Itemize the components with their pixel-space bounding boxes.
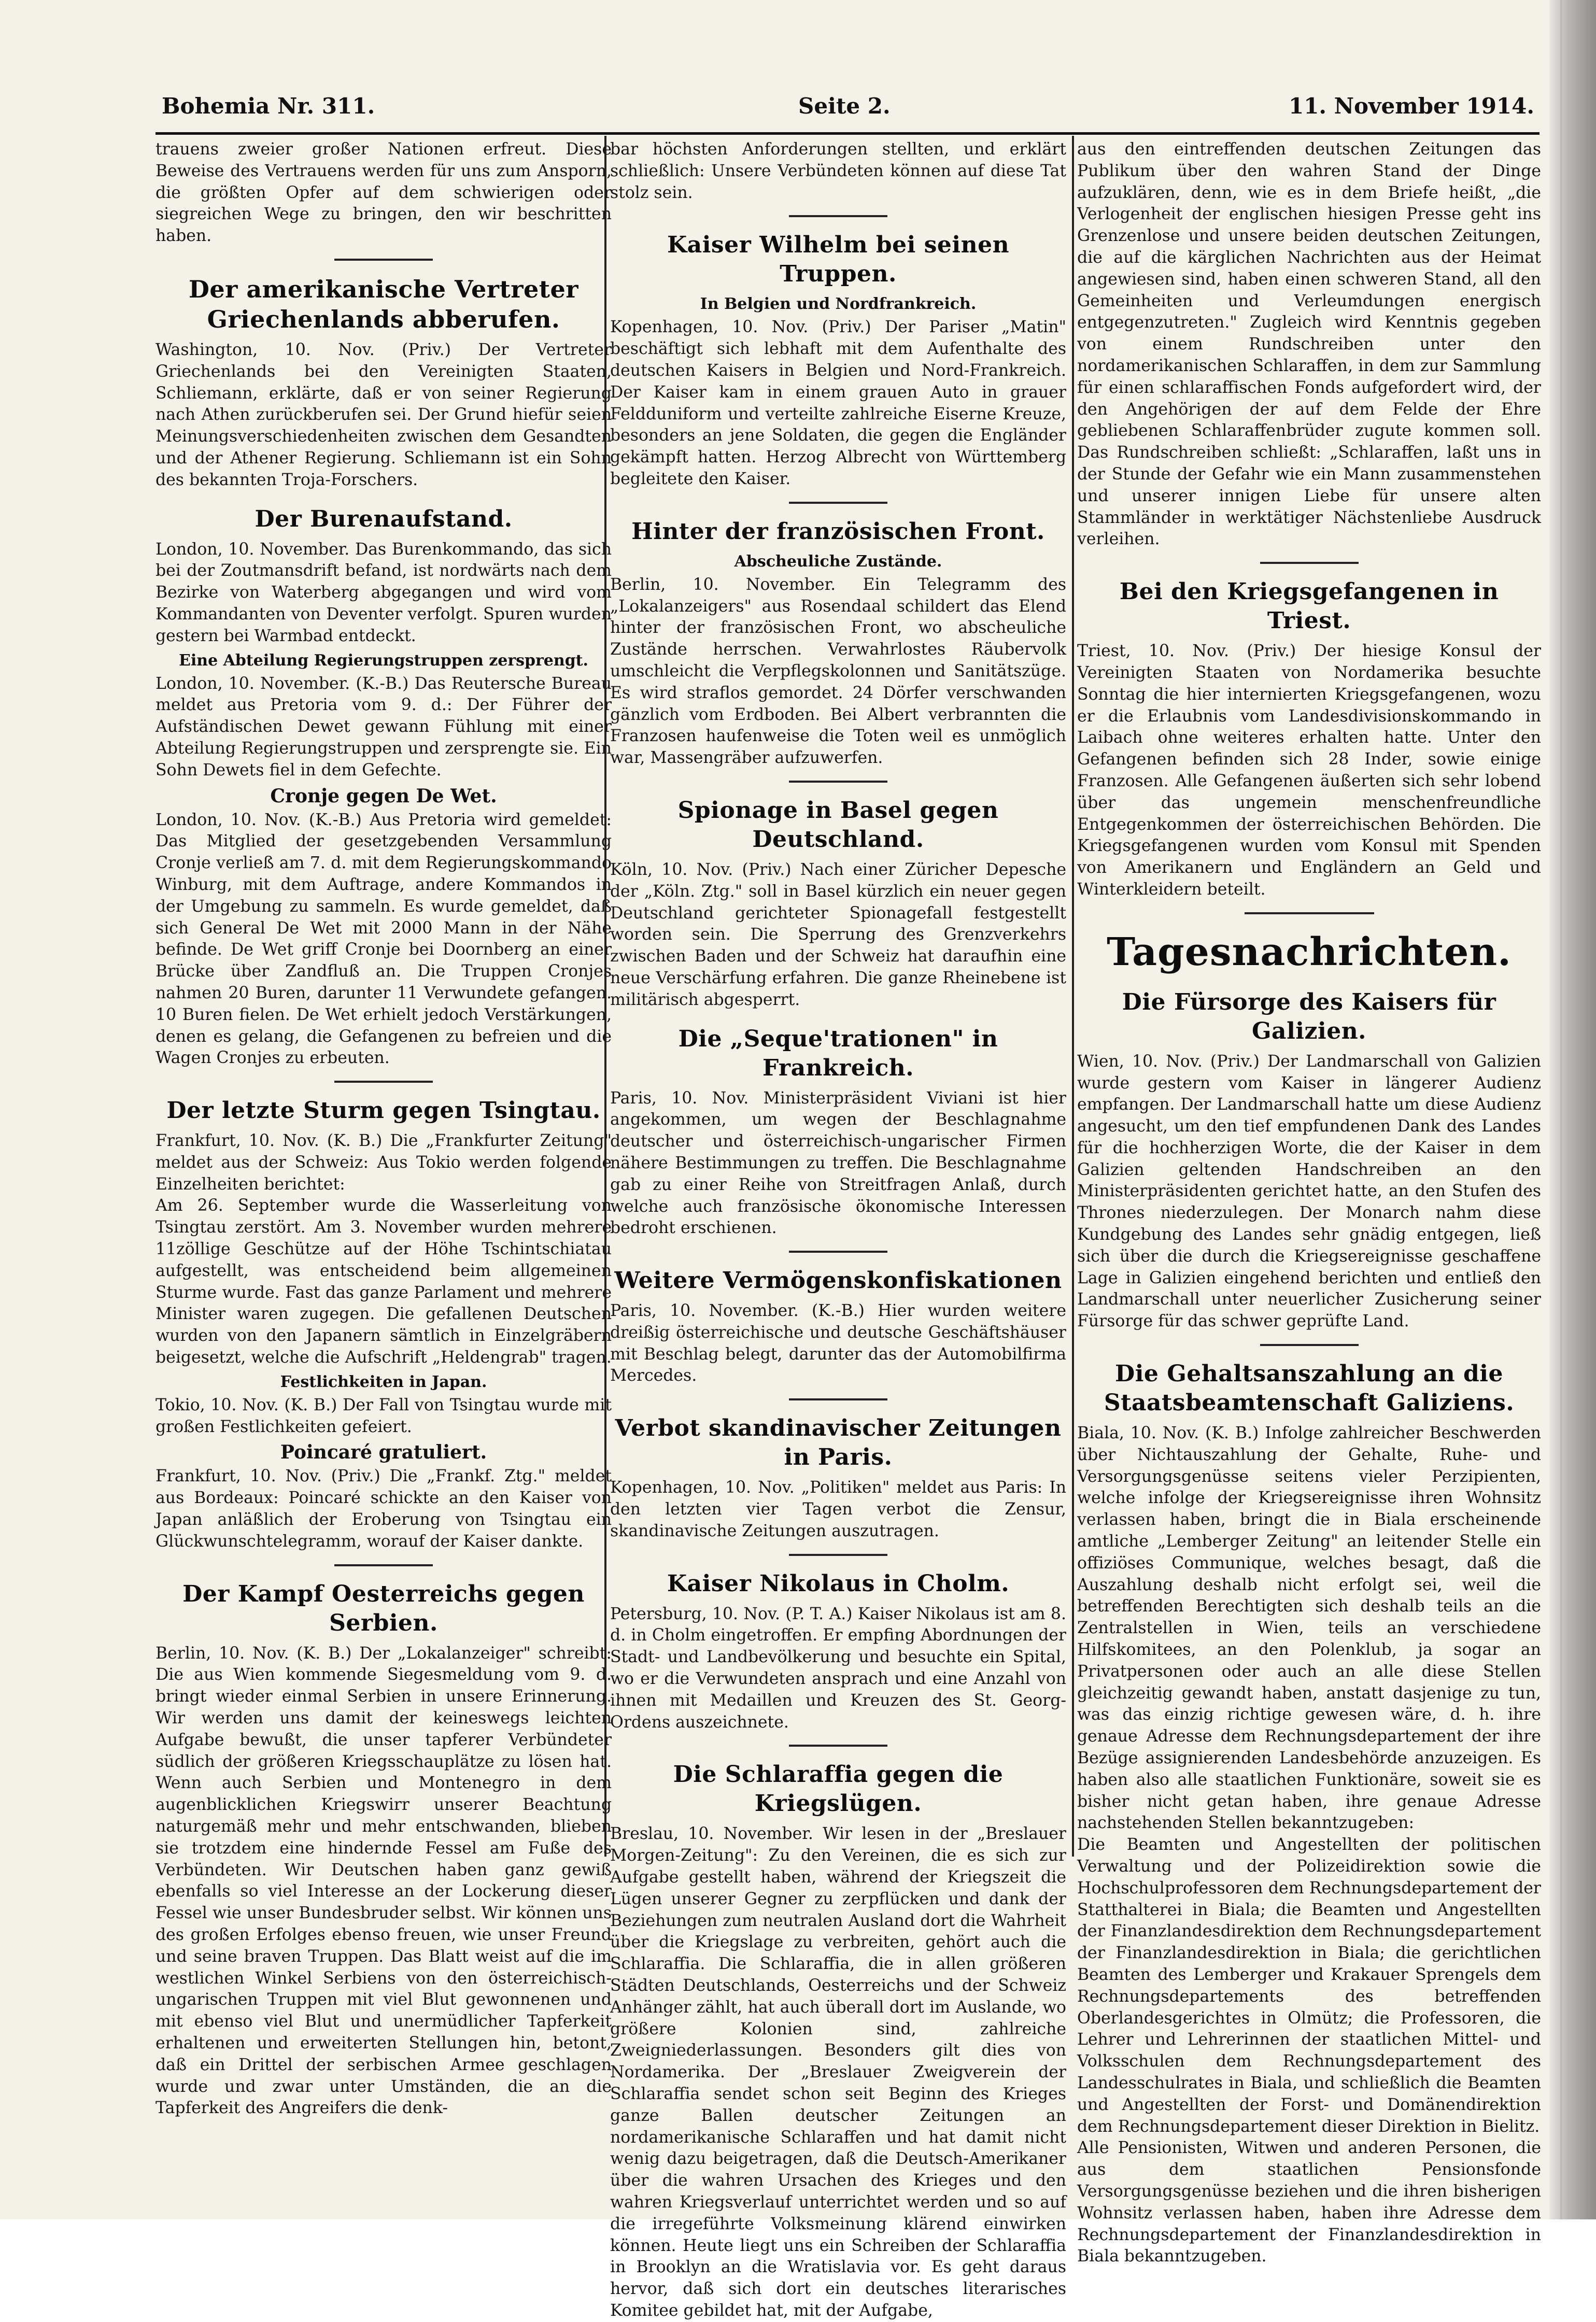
- article-text: Petersburg, 10. Nov. (P. T. A.) Kaiser Nikolaus ist am 8. d. in Cholm eingetroffen. Er empfing Abordnungen der Stadt- und Landbevölkerung und besuchte ein Spital, wo er die Verwundeten ansprach und eine Anzahl von ihnen mit Medaillen und Kreuzen des St. Georg-Ordens auszeichnete.: [610, 1604, 1066, 1732]
- divider: [789, 781, 887, 783]
- continued-text: aus den eintreffenden deutschen Zeitungen das Publikum über den wahren Stand der Dinge aufzuklären, denn, wie es in dem Briefe heißt, „die Verlogenheit der englischen hiesigen Presse geht ins Grenzenlose und unsere beiden deutschen Zeitungen, die auf die kärglichen Nachrichten aus der Heimat angewiesen sind, haben einen schweren Stand, all den Gemeinheiten und Verleumdungen energisch entgegenzutreten." Zugleich wird Kenntnis gegeben von einem Rundschreiben unter den nordamerikanischen Schlaraffen, in dem zur Sammlung für einen schlaraffischen Fonds aufgefordert wird, der den Angehörigen der auf dem Felde der Ehre gebliebenen Schlaraffenbrüder zugute kommen soll. Das Rundschreiben schließt: „Schlaraffen, laßt uns in der Stunde der Gefahr wie ein Mann zusammenstehen und unserer innigen Liebe für unsere alten Stammländer in werktätiger Nächstenliebe Ausdruck verleihen.: [1077, 140, 1541, 549]
- headline: Die „Seque'trationen" in Frankreich.: [678, 1025, 998, 1081]
- headline: Die Gehaltsanszahlung an die Staatsbeamtenschaft Galiziens.: [1104, 1361, 1515, 1417]
- article-text: Die Beamten und Angestellten der politischen Verwaltung und der Polizeidirektion sowie die Hochschulprofessoren dem Rechnungsdepartement der Statthalterei in Biala; die Beamten und Angestellten der Finanzlandesdirektion dem Rechnungsdepartement der Finanzlandesdirektion in Biala; die gerichtlichen Beamten des Lemberger und Krakauer Sprengels dem Rechnungsdepartements des betreffenden Oberlandesgerichtes in Olmütz; die Professoren, die Lehrer und Lehrerinnen der staatlichen Mittel- und Volksschulen dem Rechnungsdepartement des Landesschulrates in Biala, und schließlich die Beamten und Angestellten der Forst- und Domänendirektion dem Rechnungsdepartement dieser Direktion in Bielitz.: [1077, 1835, 1541, 2136]
- headline: Hinter der französischen Front.: [631, 518, 1045, 545]
- article-text: Kopenhagen, 10. Nov. „Politiken" meldet aus Paris: In den letzten vier Tagen verbot die Zensur, skandinavische Zeitungen auszutragen.: [610, 1478, 1066, 1540]
- divider: [789, 1251, 887, 1253]
- subheadline: Festlichkeiten in Japan.: [280, 1372, 487, 1391]
- column-2: [610, 139, 1066, 2322]
- headline: Der Kampf Oesterreichs gegen Serbien.: [182, 1580, 585, 1636]
- article-text: Köln, 10. Nov. (Priv.) Nach einer Züricher Depesche der „Köln. Ztg." soll in Basel kürzlich ein neuer gegen Deutschland gerichteter Spionagefall festgestellt worden sein. Die Sperrung des Grenzverkehrs zwischen Baden und der Schweiz hat daraufhin eine neue Verschärfung erfahren. Die ganze Rheinebene ist militärisch abgesperrt.: [610, 860, 1066, 1009]
- subheadline: Cronje gegen De Wet.: [270, 785, 497, 807]
- running-head: [156, 93, 1539, 130]
- headline: Die Fürsorge des Kaisers für Galizien.: [1122, 988, 1496, 1044]
- article-text: London, 10. November. Das Burenkommando, das sich bei der Zoutmansdrift befand, ist nordwärts nach dem Bezirke von Waterberg abgegangen und wird vom Kommandanten von Deventer verfolgt. Spuren wurden gestern bei Warmbad entdeckt.: [156, 540, 612, 645]
- issue-date: 11. November 1914.: [1288, 93, 1534, 119]
- article-text: Paris, 10. Nov. Ministerpräsident Viviani ist hier angekommen, um wegen der Beschlagnahme deutscher und österreichisch-ungarischer Firmen nähere Bestimmungen zu treffen. Die Beschlagnahme gab zu einer Reihe von Streitfragen Anlaß, durch welche auch französische ökonomische Interessen bedroht erschienen.: [610, 1088, 1066, 1238]
- divider: [334, 1081, 433, 1083]
- page-edge: [1560, 0, 1562, 2219]
- article-text: Alle Pensionisten, Witwen und anderen Personen, die aus dem staatlichen Pensionsfonde Versorgungsgenüsse beziehen und die ihren bisherigen Wohnsitz verlassen haben, haben ihre Adresse dem Rechnungsdepartement der Finanzlandesdirektion in Biala bekanntzugeben.: [1077, 2139, 1541, 2266]
- divider: [789, 1398, 887, 1400]
- subheadline: In Belgien und Nordfrankreich.: [700, 295, 977, 314]
- divider: [789, 1745, 887, 1747]
- page-number: Seite 2.: [798, 93, 891, 119]
- article-text: London, 10. Nov. (K.-B.) Aus Pretoria wird gemeldet: Das Mitglied der gesetzgebenden Versammlung Cronje verließ am 7. d. mit dem Regierungskommando Winburg, mit dem Auftrage, andere Kommandos in der Umgebung zu sammeln. Es wurde gemeldet, daß sich General De Wet mit 2000 Mann in der Nähe befinde. De Wet griff Cronje bei Doornberg an einer Brücke über Zandfluß an. Die Truppen Cronjes nahmen 20 Buren, darunter 11 Verwundete gefangen. 10 Buren fielen. De Wet erhielt jedoch Verstärkungen, denen es gelang, die Gefangenen zu befreien und die Wagen Cronjes zu erbeuten.: [156, 810, 612, 1068]
- divider: [789, 215, 887, 217]
- article-text: Frankfurt, 10. Nov. (K. B.) Die „Frankfurter Zeitung" meldet aus der Schweiz: Aus Tokio werden folgende Einzelheiten berichtet:: [156, 1131, 612, 1194]
- section-title: Tagesnachrichten.: [1107, 929, 1512, 974]
- page-binding-shadow: [1549, 0, 1596, 2219]
- divider: [334, 259, 433, 261]
- divider: [334, 1564, 433, 1566]
- article-text: Triest, 10. Nov. (Priv.) Der hiesige Konsul der Vereinigten Staaten von Nordamerika besuchte Sonntag die hier internierten Kriegsgefangenen, wozu er die Erlaubnis vom Landesdivisionskommando in Laibach ohne weiteres erhalten hatte. Unter den Gefangenen befinden sich 28 Inder, sowie einige Franzosen. Alle Gefangenen äußerten sich sehr lobend über das ungemein menschenfreundliche Entgegenkommen der österreichischen Behörden. Die Kriegsgefangenen wurden vom Konsul mit Spenden von Amerikanern und Engländern an Geld und Winterkleidern beteilt.: [1077, 642, 1541, 899]
- headline: Der letzte Sturm gegen Tsingtau.: [166, 1097, 601, 1124]
- divider: [1245, 912, 1374, 914]
- subheadline: Poincaré gratuliert.: [280, 1441, 487, 1464]
- divider: [789, 502, 887, 504]
- article-text: Berlin, 10. Nov. (K. B.) Der „Lokalanzeiger" schreibt: Die aus Wien kommende Siegesmeldung vom 9. d. bringt wieder einmal Serbien in unsere Erinnerung. Wir werden uns damit der keineswegs leichten Aufgabe bewußt, die unser tapferer Verbündeter südlich der größeren Kriegsschauplätze zu lösen hat. Wenn auch Serbien und Montenegro in dem augenblicklichen Kriegswirr unserer Beachtung naturgemäß mehr und mehr entschwanden, blieben sie trotzdem eine hindernde Fessel am Fuße des Verbündeten. Wir Deutschen haben ganz gewiß ebenfalls so viel Interesse an der Lockerung dieser Fessel wie unser Bundesbruder selbst. Wir können uns des großen Erfolges ebenso freuen, wie unser Freund und seine braven Truppen. Das Blatt weist auf die im westlichen Winkel Serbiens von den österreichisch-ungarischen Truppen mit viel Blut gewonnenen und mit ebenso viel Blut und unermüdlicher Tapferkeit erhaltenen und erweiterten Stellungen hin, betont, daß ein Drittel der serbischen Armee geschlagen wurde und zwar unter Umständen, die an die Tapferkeit des Angreifers die denk-: [156, 1644, 612, 2118]
- divider: [1260, 1344, 1359, 1346]
- article-text: Am 26. September wurde die Wasserleitung von Tsingtau zerstört. Am 3. November wurden mehrere 11zöllige Geschütze auf der Höhe Tschintschiatau aufgestellt, was entscheidend beim allgemeinen Sturme wurde. Fast das ganze Parlament und mehrere Minister waren zugegen. Die gefallenen Deutschen wurden von den Japanern sämtlich in Einzelgräbern beigesetzt, welche die Aufschrift „Heldengrab" tragen.: [156, 1196, 612, 1367]
- article-text: Breslau, 10. November. Wir lesen in der „Breslauer Morgen-Zeitung": Zu den Vereinen, die es sich zur Aufgabe gestellt haben, während der Kriegszeit die Lügen unserer Gegner zu zerpflücken und dank der Beziehungen zum neutralen Ausland dort die Wahrheit über die Kriegslage zu verbreiten, gehört auch die Schlaraffia. Die Schlaraffia, die in allen größeren Städten Deutschlands, Oesterreichs und der Schweiz Anhänger zählt, hat auch überall dort im Auslande, wo größere Kolonien sind, zahlreiche Zweigniederlassungen. Besonders gilt dies von Nordamerika. Der „Breslauer Zweigverein der Schlaraffia sendet schon seit Beginn des Krieges ganze Ballen deutscher Zeitungen an nordamerikanische Schlaraffen und hat damit nicht wenig dazu beigetragen, daß die Deutsch-Amerikaner über die wahren Ursachen des Krieges und den wahren Kriegsverlauf unterrichtet werden und so auf die irregeführte Volksmeinung klärend einwirken können. Heute liegt uns ein Schreiben der Schlaraffia in Brooklyn an die Wratislavia vor. Es geht daraus hervor, daß sich dort ein deutsches literarisches Komitee gebildet hat, mit der Aufgabe,: [610, 1824, 1066, 2320]
- article-text: Berlin, 10. November. Ein Telegramm des „Lokalanzeigers" aus Rosendaal schildert das Elend hinter der französischen Front, wo abscheuliche Zustände herrschen. Verwahrlostes Räubervolk umschleicht die Verpflegskolonnen und Sanitätszüge. Es wird straflos gemordet. 24 Dörfer verschwanden gänzlich vom Erdboden. Bei Albert verbrannten die Franzosen haufenweise die Toten weil es unmöglich war, Massengräber aufzuwerfen.: [610, 575, 1066, 768]
- paper-issue: Bohemia Nr. 311.: [162, 93, 375, 119]
- article-text: Tokio, 10. Nov. (K. B.) Der Fall von Tsingtau wurde mit großen Festlichkeiten gefeiert.: [156, 1395, 612, 1436]
- article-text: Paris, 10. November. (K.-B.) Hier wurden weitere dreißig österreichische und deutsche Geschäftshäuser mit Beschlag belegt, darunter das der Automobilfirma Mercedes.: [610, 1301, 1066, 1385]
- article-text: Frankfurt, 10. Nov. (Priv.) Die „Frankf. Ztg." meldet aus Bordeaux: Poincaré schickte an den Kaiser von Japan anläßlich der Eroberung von Tsingtau ein Glückwunschtelegramm, worauf der Kaiser dankte.: [156, 1467, 612, 1551]
- headline: Verbot skandinavischer Zeitungen in Paris.: [615, 1415, 1062, 1471]
- headline: Weitere Vermögenskonfiskationen: [614, 1267, 1062, 1294]
- article-text: Washington, 10. Nov. (Priv.) Der Vertreter Griechenlands bei den Vereinigten Staaten, Schliemann, erklärte, daß er von seiner Regierung nach Athen zurückberufen sei. Der Grund hiefür seien Meinungsverschiedenheiten zwischen dem Gesandten und der Athener Regierung. Schliemann ist ein Sohn des bekannten Troja-Forschers.: [156, 340, 612, 489]
- column-rule-2: [1072, 136, 1074, 1857]
- column-1: [156, 139, 612, 2119]
- headline: Bei den Kriegsgefangenen in Triest.: [1119, 578, 1499, 634]
- divider: [789, 1554, 887, 1556]
- article-text: Kopenhagen, 10. Nov. (Priv.) Der Pariser „Matin" beschäftigt sich lebhaft mit dem Aufenthalte des deutschen Kaisers in Belgien und Nord-Frankreich. Der Kaiser kam in einem grauen Auto in grauer Feldduniform und verteilte zahlreiche Eiserne Kreuze, besonders an jene Soldaten, die gegen die Engländer gekämpft hatten. Herzog Albrecht von Württemberg begleitete den Kaiser.: [610, 318, 1066, 488]
- continued-text: trauens zweier großer Nationen erfreut. Diese Beweise des Vertrauens werden für uns zum Ansporn, die größten Opfer auf dem schwierigen oder siegreichen Wege zu bringen, den wir beschritten haben.: [156, 140, 612, 246]
- article-text: Biala, 10. Nov. (K. B.) Infolge zahlreicher Beschwerden über Nichtauszahlung der Gehalte, Ruhe- und Versorgungsgenüsse seitens vieler Perzipienten, welche infolge der Kriegsereignisse ihren Wohnsitz verlassen haben, bringt die in Biala erscheinende amtliche „Lemberger Zeitung" an leitender Stelle ein offiziöses Communique, welches besagt, daß die Auszahlung deshalb nicht erfolgt sei, weil die betreffenden Berechtigten sich deshalb teils an die Zentralstellen in Wien, teils an verschiedene Hilfskomitees, an den Polenklub, ja sogar an Privatpersonen oder auch an alle diese Stellen gleichzeitig gewandt haben, anstatt dasjenige zu tun, was das einzig richtige gewesen wäre, d. h. ihre genaue Adresse dem Rechnungsdepartement der ihre Bezüge assignierenden Landesbehörde anzuzeigen. Es haben also alle staatlichen Funktionäre, soweit sie es bisher nicht getan haben, ihre genaue Adresse nachstehenden Stellen bekanntzugeben:: [1077, 1424, 1541, 1833]
- headline: Der amerikanische Vertreter Griechenlands abberufen.: [188, 275, 579, 333]
- continued-text: bar höchsten Anforderungen stellten, und erklärt schließlich: Unsere Verbündeten können auf diese Tat stolz sein.: [610, 140, 1066, 202]
- subheadline: Eine Abteilung Regierungstruppen zersprengt.: [179, 651, 588, 670]
- subheadline: Abscheuliche Zustände.: [734, 552, 942, 571]
- headline: Spionage in Basel gegen Deutschland.: [677, 797, 999, 853]
- headline: Kaiser Wilhelm bei seinen Truppen.: [667, 232, 1010, 288]
- headline: Kaiser Nikolaus in Cholm.: [667, 1570, 1010, 1597]
- header-rule: [156, 132, 1539, 135]
- column-3: [1077, 139, 1541, 2268]
- divider: [1260, 562, 1359, 564]
- article-text: Wien, 10. Nov. (Priv.) Der Landmarschall von Galizien wurde gestern vom Kaiser in längerer Audienz empfangen. Der Landmarschall hatte um diese Audienz angesucht, um den tief empfundenen Dank des Landes für die hochherzigen Worte, die der Kaiser in dem Galizien geltenden Handschreiben an den Ministerpräsidenten gerichtet hatte, an den Stufen des Thrones niederzulegen. Der Monarch nahm diese Kundgebung des Landes sehr gnädig entgegen, ließ sich über die durch die Kriegsereignisse geschaffene Lage in Galizien eingehend berichten und entließ den Landmarschall unter neuerlicher Zusicherung seiner Fürsorge für das schwer geprüfte Land.: [1077, 1052, 1541, 1331]
- headline: Die Schlaraffia gegen die Kriegslügen.: [673, 1761, 1004, 1817]
- article-text: London, 10. November. (K.-B.) Das Reutersche Bureau meldet aus Pretoria vom 9. d.: Der Führer der Aufständischen Dewet gewann Fühlung mit einer Abteilung Regierungstruppen und zersprengte sie. Ein Sohn Dewets fiel in dem Gefechte.: [156, 674, 612, 780]
- headline: Der Burenaufstand.: [255, 505, 513, 532]
